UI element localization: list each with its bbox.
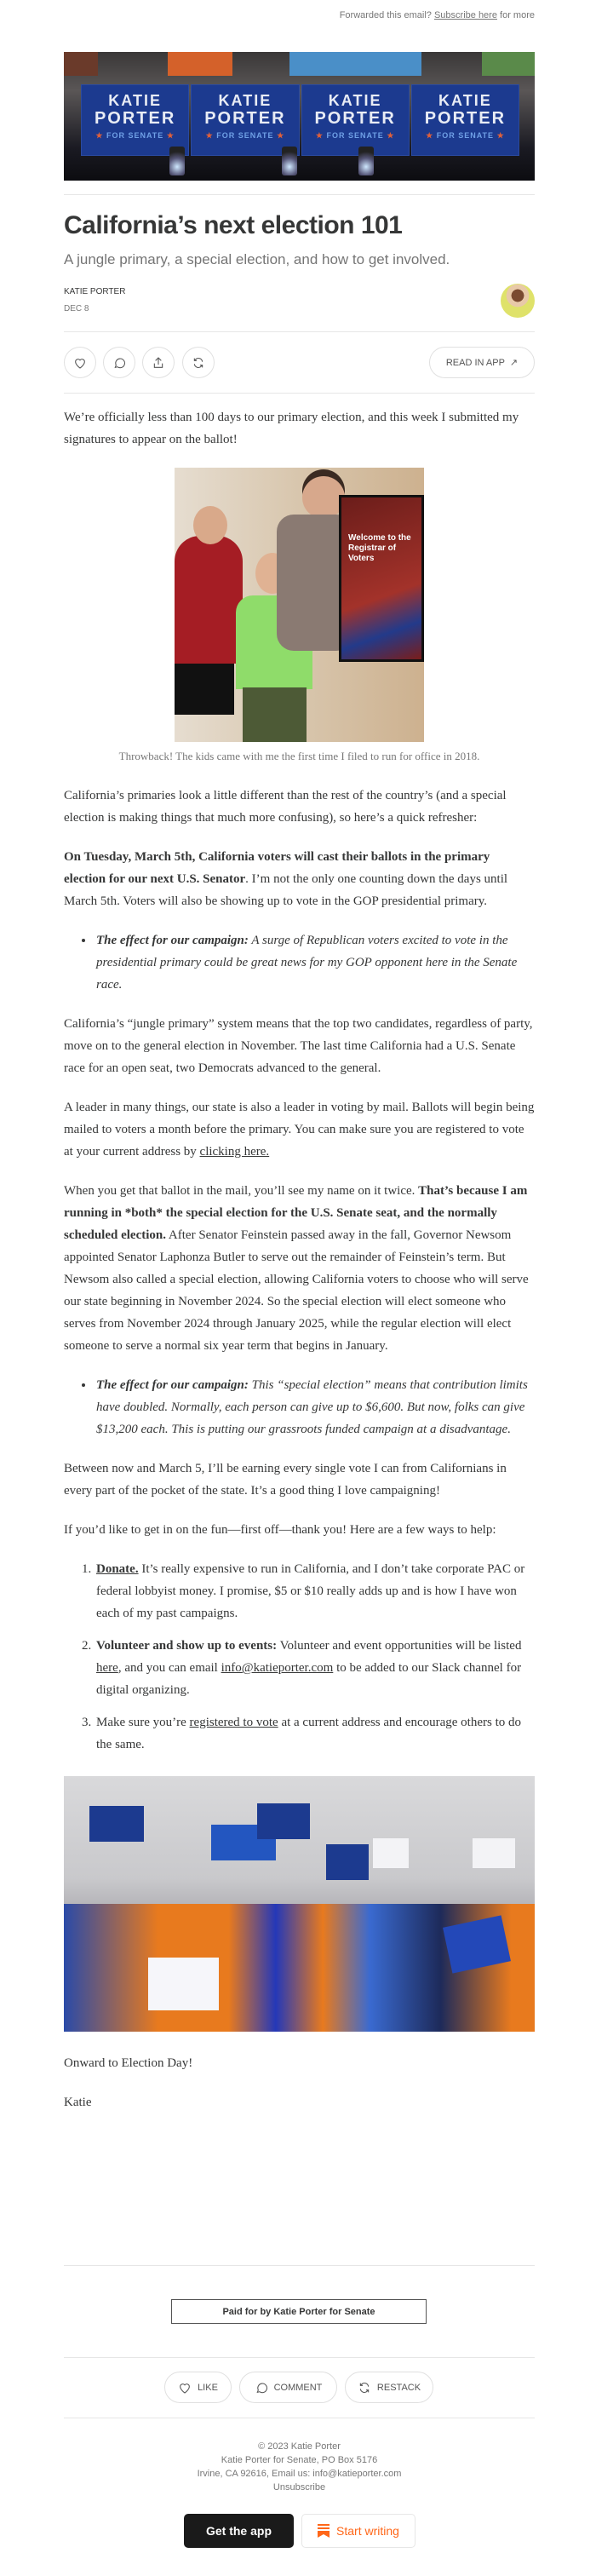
campaign-sign xyxy=(148,1958,219,2010)
registrar-sign xyxy=(339,495,424,662)
comment-icon xyxy=(112,356,126,370)
list-item xyxy=(95,1635,535,1701)
paragraph: Onward to Election Day! xyxy=(64,2056,193,2070)
like-button[interactable] xyxy=(64,347,96,378)
campaign-sign xyxy=(301,84,410,156)
photo-figure xyxy=(193,506,227,544)
share-icon xyxy=(152,356,165,370)
text: Volunteer and event opportunities will be listed xyxy=(277,1639,522,1653)
post-subtitle: A jungle primary, a special election, and how to get involved. xyxy=(64,251,450,267)
signoff: Katie xyxy=(64,2096,92,2109)
comment-label: COMMENT xyxy=(273,2382,323,2393)
wall-art xyxy=(482,52,535,76)
list-item xyxy=(95,1711,535,1756)
bullet-list xyxy=(95,929,535,996)
text: After Senator Feinstein passed away in the fall, Governor Newsom appointed Senator Laphonza Butler to serve out the remainder of Feinstein’s term. But Newsom also called a special election, allowing California voters to choose who will serve our state beginning in November 2024. So the special election will elect someone who serves from November 2024 through January 2025, while the regular election will elect someone to serve a normal six year term that begins in January. xyxy=(64,1228,529,1353)
sign-text: PORTER xyxy=(204,109,286,128)
bullet-list xyxy=(95,1374,535,1440)
list-item xyxy=(95,1374,535,1440)
campaign-sign xyxy=(257,1803,310,1839)
sign-subtext: ★ FOR SENATE ★ xyxy=(426,131,505,140)
email-link[interactable]: info@katieporter.com xyxy=(221,1661,334,1675)
sign-subtext: ★ FOR SENATE ★ xyxy=(315,131,395,140)
forwarded-text: Forwarded this email? xyxy=(339,10,432,20)
paragraph: California’s primaries look a little different than the rest of the country’s (and a special election is making things that much more confusing), so here’s a quick refresher: xyxy=(64,789,507,825)
post-date: DEC 8 xyxy=(64,304,89,313)
get-the-app-button[interactable]: Get the app xyxy=(184,2514,294,2548)
campaign-sign xyxy=(89,1806,144,1842)
read-in-app-button[interactable] xyxy=(429,347,535,378)
sign-text: PORTER xyxy=(424,109,507,128)
bold-text: Volunteer and show up to events: xyxy=(96,1639,278,1653)
bold-text: On Tuesday, March 5th, California voters will cast their ballots in the primary election for our next U.S. Senator xyxy=(64,850,490,886)
author-name[interactable]: KATIE PORTER xyxy=(64,287,126,296)
campaign-sign xyxy=(191,84,299,156)
photo-figure xyxy=(243,687,307,742)
divider xyxy=(64,393,535,394)
divider xyxy=(64,2265,535,2266)
footer-info xyxy=(64,2440,535,2494)
wall-art xyxy=(64,52,98,76)
paragraph: We’re officially less than 100 days to our primary election, and this week I submitted my signatures to appear on the ballot! xyxy=(64,411,519,446)
campaign-sign xyxy=(473,1838,515,1868)
text: at a current address and encourage others to do the same. xyxy=(96,1716,521,1751)
post-body xyxy=(64,406,535,2130)
restack-button[interactable] xyxy=(345,2372,433,2403)
sign-text: PORTER xyxy=(94,109,176,128)
bold-text: That’s because I am running in *both* the special election for the U.S. Senate seat, and the normally scheduled election. xyxy=(64,1184,528,1242)
text: When you get that ballot in the mail, you’ll see my name on it twice. xyxy=(64,1184,419,1198)
wall-art xyxy=(289,52,421,76)
list-item xyxy=(95,929,535,996)
forwarded-notice xyxy=(340,10,535,20)
campaign-sign xyxy=(326,1844,369,1880)
ways-to-help-list xyxy=(95,1558,535,1756)
start-writing-label: Start writing xyxy=(336,2524,399,2538)
sign-text: PORTER xyxy=(314,109,396,128)
read-in-app-label: READ IN APP xyxy=(445,357,505,368)
address: Irvine, CA 92616, Email us: info@katieporter.com xyxy=(197,2469,402,2479)
bold-text: The effect for our campaign: xyxy=(96,1378,249,1392)
paragraph xyxy=(64,1096,535,1163)
text: This “special election” means that contribution limits have doubled. Normally, each person can give up to $6,600. But now, folks can give $13,200 each. This is putting our grassroots funded campaign at a disadvantage. xyxy=(96,1378,528,1436)
campaign-sign xyxy=(81,84,189,156)
like-label: LIKE xyxy=(198,2382,218,2393)
address: Katie Porter for Senate, PO Box 5176 xyxy=(221,2455,378,2465)
sign-text: KATIE xyxy=(108,92,162,109)
sign-text: KATIE xyxy=(328,92,382,109)
campaign-sign xyxy=(373,1838,409,1868)
text: Make sure you’re xyxy=(96,1716,190,1729)
register-link[interactable]: clicking here. xyxy=(199,1145,270,1159)
campaign-sign xyxy=(411,84,519,156)
sign-subtext: ★ FOR SENATE ★ xyxy=(205,131,285,140)
comment-icon xyxy=(255,2381,268,2395)
lantern xyxy=(358,147,374,175)
text: , and you can email xyxy=(117,1661,221,1675)
volunteer-link[interactable]: here xyxy=(96,1661,118,1675)
text: It’s really expensive to run in California, and I don’t take corporate PAC or federal lobbyist money. I promise, $5 or $10 really adds up and is how I have won each of my past campaigns. xyxy=(96,1562,525,1620)
paragraph: California’s “jungle primary” system means that the top two candidates, regardless of party, move on to the general election in November. The last time California had a U.S. Senate race for an open seat, two Democrats advanced to the general. xyxy=(64,1017,533,1075)
list-item xyxy=(95,1558,535,1624)
wall-art xyxy=(168,52,232,76)
divider xyxy=(64,194,535,195)
paragraph: If you’d like to get in on the fun—first off—thank you! Here are a few ways to help: xyxy=(64,1523,496,1537)
lantern xyxy=(282,147,297,175)
paid-for-disclaimer: Paid for by Katie Porter for Senate xyxy=(171,2299,427,2324)
divider xyxy=(64,2357,535,2358)
divider xyxy=(64,331,535,332)
post-title[interactable]: California’s next election 101 xyxy=(64,211,403,239)
unsubscribe-link[interactable]: Unsubscribe xyxy=(272,2482,326,2493)
copyright: © 2023 Katie Porter xyxy=(258,2441,341,2452)
restack-button[interactable] xyxy=(182,347,215,378)
comment-button[interactable] xyxy=(103,347,135,378)
registered-to-vote-link[interactable]: registered to vote xyxy=(189,1716,278,1729)
donate-link[interactable]: Donate. xyxy=(96,1562,139,1576)
author-avatar[interactable] xyxy=(501,284,535,318)
heart-icon xyxy=(178,2381,192,2395)
bold-text: The effect for our campaign: xyxy=(96,934,249,947)
like-button[interactable] xyxy=(164,2372,232,2403)
rally-photo[interactable] xyxy=(64,1776,535,2032)
comment-button[interactable] xyxy=(239,2372,337,2403)
lantern xyxy=(169,147,185,175)
subscribe-link[interactable]: Subscribe here xyxy=(433,10,497,20)
paragraph: Between now and March 5, I’ll be earning every single vote I can from Californians in every part of the pocket of the state. It’s a good thing I love campaigning! xyxy=(64,1462,507,1498)
share-button[interactable] xyxy=(142,347,175,378)
forwarded-suffix: for more xyxy=(500,10,535,20)
paragraph xyxy=(64,846,535,912)
hero-image xyxy=(64,52,535,181)
text: A surge of Republican voters excited to vote in the presidential primary could be great news for my GOP opponent here in the Senate race. xyxy=(96,934,518,992)
photo-figure xyxy=(175,664,234,715)
text: to be added to our Slack channel for digital organizing. xyxy=(96,1661,522,1697)
restack-icon xyxy=(358,2381,371,2395)
restack-icon xyxy=(192,356,205,370)
sign-text: KATIE xyxy=(438,92,492,109)
arrow-up-right-icon: ↗ xyxy=(509,358,519,368)
sign-text: KATIE xyxy=(218,92,272,109)
sign-subtext: ★ FOR SENATE ★ xyxy=(95,131,175,140)
text: A leader in many things, our state is also a leader in voting by mail. Ballots will begin being mailed to voters a month before the primary. You can make sure you are registered to vote at your current address by xyxy=(64,1101,535,1159)
heart-icon xyxy=(73,356,87,370)
start-writing-button[interactable] xyxy=(301,2514,415,2548)
photo-figure xyxy=(175,536,243,664)
paragraph xyxy=(64,1180,535,1357)
text: . I’m not the only one counting down the days until March 5th. Voters will also be showing up to vote in the GOP presidential primary. xyxy=(64,872,508,908)
registrar-sign-text: Welcome to the Registrar of Voters xyxy=(348,533,411,563)
photo-caption: Throwback! The kids came with me the first time I filed to run for office in 2018. xyxy=(118,750,480,762)
substack-logo-icon xyxy=(318,2524,330,2538)
restack-label: RESTACK xyxy=(376,2382,421,2393)
campaign-signs xyxy=(81,84,519,156)
kids-photo[interactable] xyxy=(175,468,424,742)
